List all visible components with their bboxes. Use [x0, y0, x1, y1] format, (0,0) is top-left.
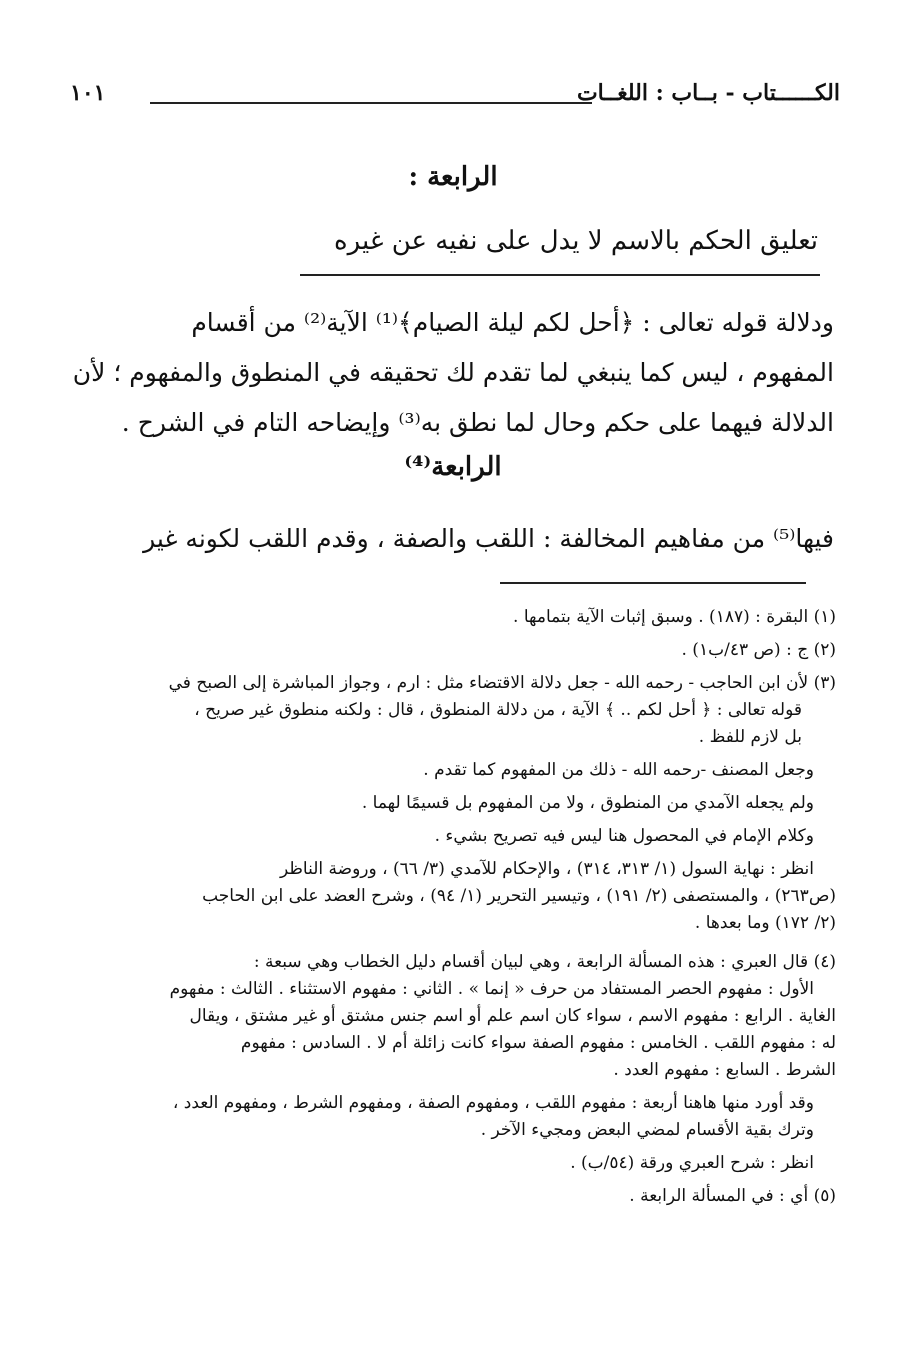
footnote-line: انظر : شرح العبري ورقة (٥٤/ب) .: [570, 1153, 814, 1173]
footnote: (٥) أي : في المسألة الرابعة .: [629, 1186, 836, 1206]
commentary-paragraph: فيها⁽⁵⁾ من مفاهيم المخالفة : اللقب والصفة ، وقدم اللقب لكونه غير: [143, 524, 834, 553]
running-title: الكــــــتاب - بــاب : اللغــات: [576, 80, 840, 106]
text-line: الدلالة فيهما على حكم وحال لما نطق به⁽³⁾ وإيضاحه التام في الشرح .: [121, 408, 834, 437]
footnote: (١) البقرة : (١٨٧) . وسبق إثبات الآية بتمامها .: [513, 607, 836, 627]
footnote: (٢) ج : (ص ٤٣/ب١) .: [681, 640, 836, 660]
page-number: ١٠١: [70, 80, 106, 106]
footnote-line: وكلام الإمام في المحصول هنا ليس فيه تصريح بشيء .: [434, 826, 814, 846]
footnote-separator: [500, 582, 806, 584]
footnote-line: الشرط . السابع : مفهوم العدد .: [613, 1060, 836, 1080]
footnotes: [68, 604, 836, 1216]
running-header: [70, 80, 840, 116]
footnote-line: وجعل المصنف -رحمه الله - ذلك من المفهوم كما تقدم .: [423, 760, 814, 780]
text-line: المفهوم ، ليس كما ينبغي لما تقدم لك تحقيقه في المنطوق والمفهوم ؛ لأن: [72, 358, 834, 387]
footnote-line: وترك بقية الأقسام لمضي البعض ومجيء الآخر .: [480, 1120, 814, 1140]
footnote-line: (ص٢٦٣) ، والمستصفى (٢/ ١٩١) ، وتيسير التحرير (١/ ٩٤) ، وشرح العضد على ابن الحاجب: [202, 886, 836, 906]
matn-statement: تعليق الحكم بالاسم لا يدل على نفيه عن غيره: [334, 226, 818, 256]
footnote-line: له : مفهوم اللقب . الخامس : مفهوم الصفة سواء كانت زائلة أم لا . السادس : مفهوم: [240, 1033, 836, 1053]
statement-underline: [300, 274, 820, 276]
footnote-line: (٢/ ١٧٢) وما بعدها .: [694, 913, 836, 933]
footnote: [68, 670, 836, 937]
commentary-paragraph: [68, 298, 834, 448]
footnote-line: قوله تعالى : ﴿ أحل لكم .. ﴾ الآية ، من دلالة المنطوق ، قال : ولكنه منطوق غير صريح ،: [194, 700, 802, 720]
footnote-line: ولم يجعله الآمدي من المنطوق ، ولا من المفهوم بل قسيمًا لهما .: [361, 793, 814, 813]
footnote-line: بل لازم للفظ .: [698, 727, 802, 747]
footnote-line: الغاية . الرابع : مفهوم الاسم ، سواء كان اسم علم أو اسم جنس مشتق أو غير مشتق ، ويقال: [189, 1006, 836, 1026]
footnote-line: انظر : نهاية السول (١/ ٣١٣، ٣١٤) ، والإحكام للآمدي (٣/ ٦٦) ، وروضة الناظر: [280, 859, 814, 879]
section-heading: الرابعة :: [408, 162, 498, 192]
footnote-line: (٤) قال العبري : هذه المسألة الرابعة ، وهي لبيان أقسام دليل الخطاب وهي سبعة :: [253, 952, 836, 972]
footnote-line: (٣) لأن ابن الحاجب - رحمه الله - جعل دلالة الاقتضاء مثل : ارم ، وجواز المباشرة إلى الصبح في: [168, 673, 836, 693]
header-rule: [150, 102, 592, 104]
footnote-line: الأول : مفهوم الحصر المستفاد من حرف « إنما » . الثاني : مفهوم الاستثناء . الثالث : مفهوم: [169, 979, 814, 999]
footnote-line: وقد أورد منها هاهنا أربعة : مفهوم اللقب ، ومفهوم الصفة ، ومفهوم الشرط ، ومفهوم العدد ،: [172, 1093, 814, 1113]
footnote: [68, 949, 836, 1177]
section-heading: الرابعة⁽⁴⁾: [404, 452, 502, 482]
text-line: ودلالة قوله تعالى : ﴿أحل لكم ليلة الصيام﴾⁽¹⁾ الآية⁽²⁾ من أقسام: [191, 308, 834, 337]
